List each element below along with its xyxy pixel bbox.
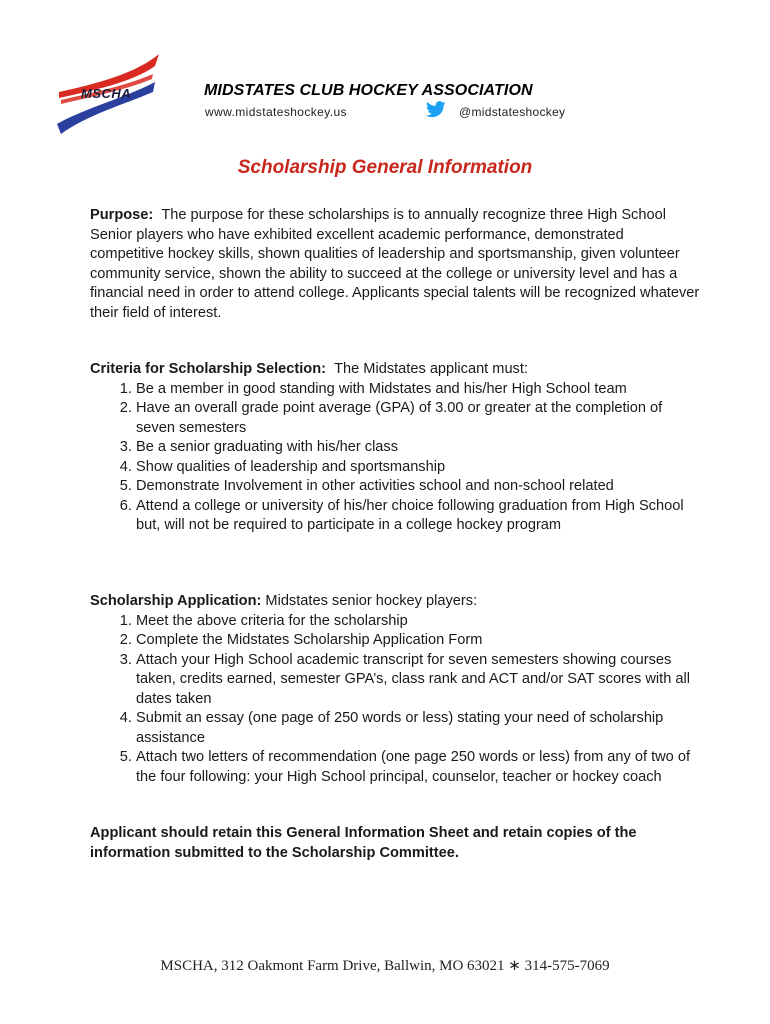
- footer-address: MSCHA, 312 Oakmont Farm Drive, Ballwin, MO 63021 ∗ 314-575-7069: [160, 958, 610, 974]
- retain-note: Applicant should retain this General Information Sheet and retain copies of the information submitted to the Scholarship Committee.: [90, 825, 637, 861]
- organization-name: MIDSTATES CLUB HOCKEY ASSOCIATION: [204, 82, 533, 99]
- list-item: 3. Be a senior graduating with his/her class: [136, 438, 700, 458]
- application-section: [90, 592, 700, 787]
- application-intro: Midstates senior hockey players:: [265, 593, 478, 609]
- logo-text: MSCHA: [81, 86, 132, 101]
- list-item: 2. Complete the Midstates Scholarship Application Form: [136, 631, 700, 651]
- application-list: [90, 612, 700, 788]
- list-item: 5. Demonstrate Involvement in other activities school and non-school related: [136, 477, 700, 497]
- list-item: 5. Attach two letters of recommendation (one page 250 words or less) from any of two of the four following: your High School principal, counselor, teacher or hockey coach: [136, 748, 700, 787]
- list-item: 1. Be a member in good standing with Midstates and his/her High School team: [136, 380, 700, 400]
- document-title: Scholarship General Information: [237, 157, 533, 178]
- purpose-text: The purpose for these scholarships is to annually recognize three High School Senior players who have exhibited excellent academic performance, demonstrated competitive hockey skills, shown qualities of leadership and sportsmanship, given volunteer community service, shown the ability to succeed at the college or university level and has a financial need in order to attend college. Applicants special talents will be recognized whatever their field of interest.: [90, 207, 700, 321]
- list-item: 6. Attend a college or university of his/her choice following graduation from High School but, will not be required to participate in a college hockey program: [136, 497, 700, 536]
- criteria-label: Criteria for Scholarship Selection:: [90, 361, 326, 377]
- purpose-label: Purpose:: [90, 207, 154, 223]
- list-item: 4. Show qualities of leadership and sportsmanship: [136, 458, 700, 478]
- list-item: 3. Attach your High School academic transcript for seven semesters showing courses taken, credits earned, semester GPA’s, class rank and ACT and/or SAT scores with all dates taken: [136, 651, 700, 710]
- criteria-list: [90, 380, 700, 536]
- website-link[interactable]: www.midstateshockey.us: [205, 105, 347, 119]
- list-item: 4. Submit an essay (one page of 250 words or less) stating your need of scholarship assistance: [136, 709, 700, 748]
- list-item: 2. Have an overall grade point average (GPA) of 3.00 or greater at the completion of seven semesters: [136, 399, 700, 438]
- mscha-logo: [55, 52, 163, 138]
- list-item: 1. Meet the above criteria for the scholarship: [136, 612, 700, 632]
- application-label: Scholarship Application:: [90, 593, 262, 609]
- twitter-handle[interactable]: @midstateshockey: [459, 105, 566, 119]
- purpose-paragraph: [90, 206, 700, 323]
- twitter-bird-icon: [426, 101, 446, 118]
- criteria-section: [90, 360, 700, 536]
- criteria-intro: The Midstates applicant must:: [334, 361, 528, 377]
